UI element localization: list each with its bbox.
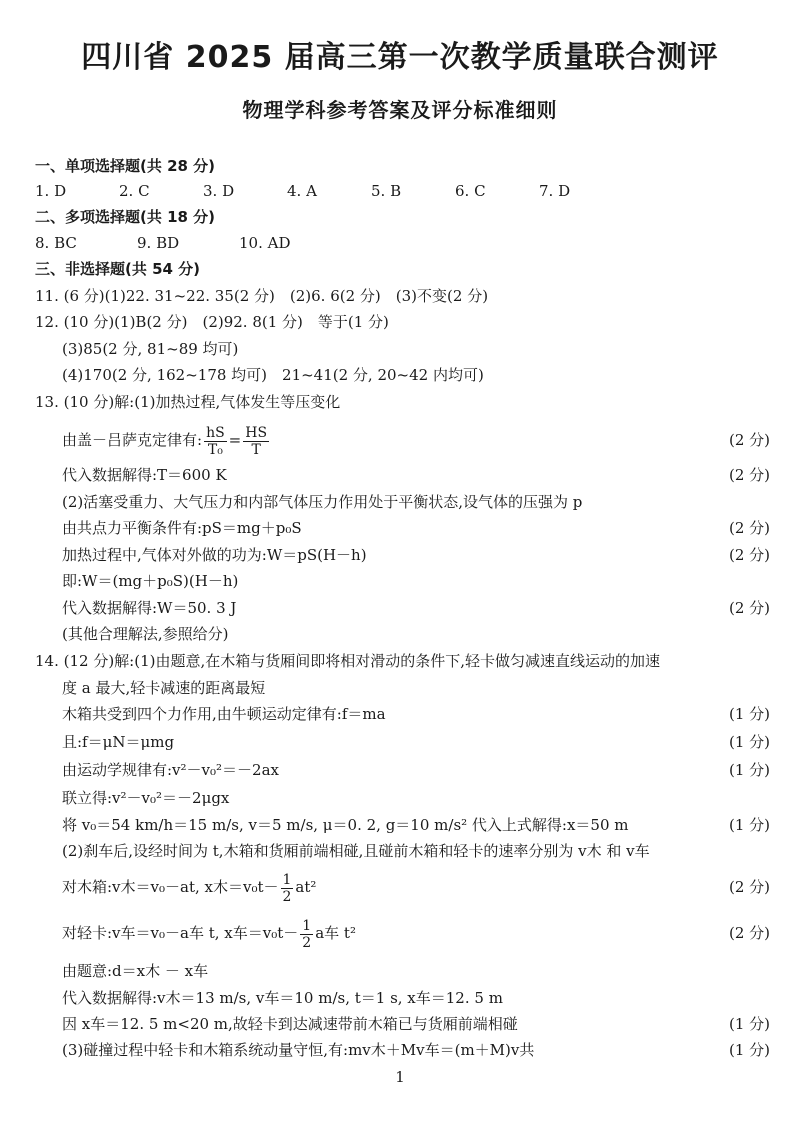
answer-6: 6. C — [455, 182, 486, 200]
fraction-one-half — [281, 872, 294, 905]
q12-line-1: 12. (10 分)(1)B(2 分) (2)92. 8(1 分) 等于(1 分) — [35, 313, 389, 331]
q14-line-newton — [62, 701, 770, 727]
q14-kinematics-text: 由运动学规律有:v²－v₀²＝－2ax — [62, 761, 279, 779]
fraction-numerator: 1 — [282, 871, 292, 888]
answer-3: 3. D — [203, 182, 235, 200]
q13-line-work — [62, 542, 770, 568]
q14-line-part2-intro: (2)刹车后,设经时间为 t,木箱和货厢前端相碰,且碰前木箱和轻卡的速率分别为 v木 和 v车 — [62, 842, 650, 860]
q14-line-friction — [62, 729, 770, 755]
q14-line-box — [62, 868, 770, 906]
q14-heading-cont: 度 a 最大,轻卡减速的距离最短 — [62, 679, 266, 697]
fraction-one-half — [300, 918, 313, 951]
score-label: (2 分) — [728, 878, 770, 896]
answer-2: 2. C — [119, 182, 150, 200]
score-label: (2 分) — [728, 599, 770, 617]
q14-friction-text: 且:f＝μN＝μmg — [62, 733, 175, 751]
q14-line-combine: 联立得:v²－v₀²＝－2μgx — [62, 789, 230, 807]
q13-line-balance — [62, 515, 770, 541]
q13-work-text: 加热过程中,气体对外做的功为:W＝pS(H－h) — [62, 546, 367, 564]
q14-line-kinematics — [62, 757, 770, 783]
answer-7: 7. D — [539, 182, 571, 200]
q13-line-balance-intro: (2)活塞受重力、大气压力和内部气体压力作用处于平衡状态,设气体的压强为 p — [62, 493, 583, 511]
score-label: (1 分) — [728, 1041, 770, 1059]
answer-9: 9. BD — [137, 234, 180, 252]
single-answer-row — [35, 178, 770, 204]
q13-heading: 13. (10 分)解:(1)加热过程,气体发生等压变化 — [35, 393, 341, 411]
answer-10: 10. AD — [239, 234, 291, 252]
equals-sign: = — [228, 431, 242, 449]
q14-newton-text: 木箱共受到四个力作用,由牛顿运动定律有:f＝ma — [62, 705, 386, 723]
fraction-numerator: 1 — [302, 917, 312, 934]
score-label: (2 分) — [728, 431, 770, 449]
q14-truck-text: 对轻卡:v车＝v₀－a车 t, x车＝v₀t－ — [62, 924, 299, 942]
q14-line-substitute — [62, 812, 770, 838]
multi-answer-row — [35, 230, 770, 256]
page-number: 1 — [395, 1068, 405, 1086]
score-label: (1 分) — [728, 816, 770, 834]
q14-box-text: 对木箱:v木＝v₀－at, x木＝v₀t－ — [62, 878, 279, 896]
fraction-numerator: hS — [206, 424, 225, 441]
score-label: (2 分) — [728, 924, 770, 942]
q12-line-3: (4)170(2 分, 162~178 均可) 21~41(2 分, 20~42 内均可) — [62, 366, 484, 384]
q11-line: 11. (6 分)(1)22. 31~22. 35(2 分) (2)6. 6(2 分) (3)不变(2 分) — [35, 287, 489, 305]
q13-gay-lussac-text: 由盖－吕萨克定律有: — [62, 431, 203, 449]
q13-line-result — [62, 595, 770, 621]
fraction-numerator: HS — [245, 424, 268, 441]
section-heading-multi: 二、多项选择题(共 18 分) — [35, 208, 216, 226]
q14-heading: 14. (12 分)解:(1)由题意,在木箱与货厢间即将相对滑动的条件下,轻卡做匀减速直线运动的加速 — [35, 652, 661, 670]
score-label: (1 分) — [728, 705, 770, 723]
section-heading-single: 一、单项选择题(共 28 分) — [35, 157, 216, 175]
page-subtitle: 物理学科参考答案及评分标准细则 — [242, 98, 558, 122]
fraction-hs-t0 — [204, 425, 227, 458]
q14-line-momentum — [62, 1037, 770, 1063]
q14-conclusion-text: 因 x车＝12. 5 m<20 m,故轻卡到达减速带前木箱已与货厢前端相碰 — [62, 1015, 518, 1033]
answer-1: 1. D — [35, 182, 67, 200]
q14-box-tail: at² — [295, 878, 317, 896]
answer-8: 8. BC — [35, 234, 77, 252]
q14-line-conclusion — [62, 1011, 770, 1037]
score-label: (2 分) — [728, 546, 770, 564]
fraction-denominator: T — [251, 441, 261, 458]
q13-balance-text: 由共点力平衡条件有:pS＝mg＋p₀S — [62, 519, 302, 537]
q14-momentum-text: (3)碰撞过程中轻卡和木箱系统动量守恒,有:mv木＋Mv车＝(m＋M)v共 — [62, 1041, 535, 1059]
q13-gay-lussac-line — [62, 423, 770, 457]
q13-line-temperature — [62, 462, 770, 488]
page-title: 四川省 2025 届高三第一次教学质量联合测评 — [81, 40, 719, 75]
q13-temperature-text: 代入数据解得:T＝600 K — [62, 466, 227, 484]
q13-line-work-expand: 即:W＝(mg＋p₀S)(H－h) — [62, 572, 239, 590]
answer-5: 5. B — [371, 182, 402, 200]
q14-line-distance: 由题意:d＝x木 － x车 — [62, 962, 209, 980]
q14-line-truck — [62, 914, 770, 952]
q14-truck-tail: a车 t² — [315, 924, 356, 942]
fraction-denominator: T₀ — [207, 441, 223, 458]
score-label: (1 分) — [728, 761, 770, 779]
fraction-hs-t — [243, 425, 269, 458]
score-label: (1 分) — [728, 733, 770, 751]
q14-line-data: 代入数据解得:v木＝13 m/s, v车＝10 m/s, t＝1 s, x车＝12. 5 m — [62, 989, 503, 1007]
fraction-denominator: 2 — [282, 888, 292, 905]
fraction-denominator: 2 — [302, 934, 312, 951]
answer-4: 4. A — [287, 182, 317, 200]
q12-line-2: (3)85(2 分, 81~89 均可) — [62, 340, 239, 358]
q13-line-note: (其他合理解法,参照给分) — [62, 625, 229, 643]
section-heading-nonchoice: 三、非选择题(共 54 分) — [35, 260, 201, 278]
q13-result-text: 代入数据解得:W＝50. 3 J — [62, 599, 237, 617]
q14-substitute-text: 将 v₀＝54 km/h＝15 m/s, v＝5 m/s, μ＝0. 2, g＝10 m/s² 代入上式解得:x＝50 m — [62, 816, 629, 834]
score-label: (2 分) — [728, 466, 770, 484]
score-label: (2 分) — [728, 519, 770, 537]
score-label: (1 分) — [728, 1015, 770, 1033]
